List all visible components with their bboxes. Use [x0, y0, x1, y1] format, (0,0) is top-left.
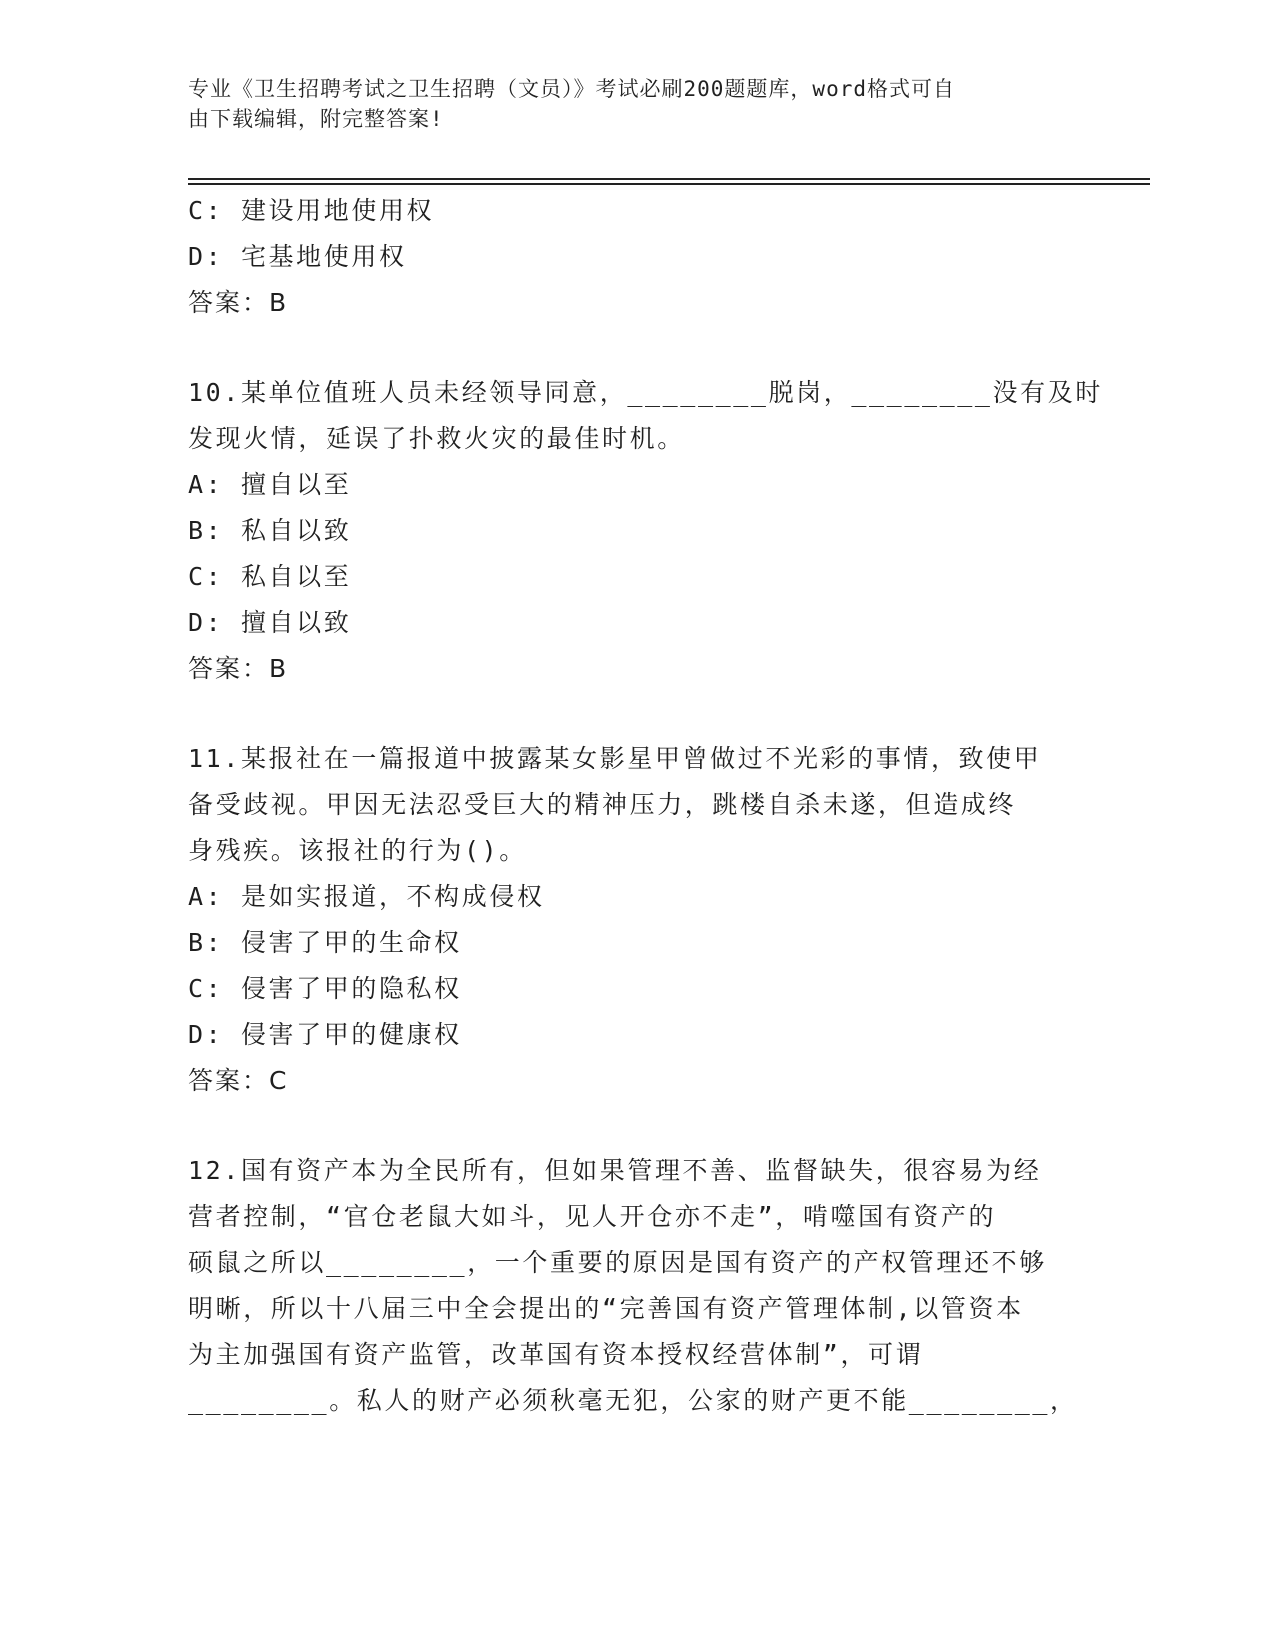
question-spacer	[188, 692, 1088, 736]
answer-label: 答案：	[188, 654, 270, 683]
option-d: D: 擅自以致	[188, 608, 352, 637]
question-stem-line: 明晰，所以十八届三中全会提出的“完善国有资产管理体制,以管资本	[188, 1294, 1024, 1323]
answer-value: B	[269, 654, 288, 683]
option-b: B: 私自以致	[188, 516, 352, 545]
question-stem-line: 营者控制，“官仓老鼠大如斗，见人开仓亦不走”，啃噬国有资产的	[188, 1202, 997, 1231]
answer-line	[188, 646, 1088, 692]
question-spacer	[188, 326, 1088, 370]
question-spacer	[188, 1104, 1088, 1148]
question-stem-line: 发现火情，延误了扑救火灾的最佳时机。	[188, 424, 685, 453]
header-divider-bottom	[188, 183, 1150, 185]
question-10	[188, 370, 1103, 692]
answer-label: 答案：	[188, 1066, 270, 1095]
question-stem-line: 为主加强国有资产监管，改革国有资本授权经营体制”，可谓	[188, 1340, 924, 1369]
header-divider-top	[188, 178, 1150, 180]
question-stem-line: 身残疾。该报社的行为()。	[188, 836, 527, 865]
question-11	[188, 736, 1088, 1104]
answer-line	[188, 1058, 1088, 1104]
question-stem-line: 11.某报社在一篇报道中披露某女影星甲曾做过不光彩的事情，致使甲	[188, 744, 1042, 773]
option-a: A: 是如实报道，不构成侵权	[188, 882, 545, 911]
answer-value: C	[269, 1066, 288, 1095]
option-c: C: 侵害了甲的隐私权	[188, 974, 462, 1003]
answer-label: 答案：	[188, 288, 270, 317]
question-stem-line: 硕鼠之所以________，一个重要的原因是国有资产的产权管理还不够	[188, 1248, 1047, 1277]
option-b: B: 侵害了甲的生命权	[188, 928, 462, 957]
option-c: C: 私自以至	[188, 562, 352, 591]
page-header	[188, 74, 1068, 134]
question-stem-line: 10.某单位值班人员未经领导同意，________脱岗，________没有及时	[188, 378, 1103, 407]
question-stem-line: ________。私人的财产必须秋毫无犯，公家的财产更不能________，	[188, 1386, 1078, 1415]
answer-line	[188, 280, 1088, 326]
question-stem-line: 备受歧视。甲因无法忍受巨大的精神压力，跳楼自杀未遂，但造成终	[188, 790, 1017, 819]
question-12	[188, 1148, 1088, 1424]
option-d: D: 宅基地使用权	[188, 242, 407, 271]
option-a: A: 擅自以至	[188, 470, 352, 499]
question-9-continuation	[188, 188, 1088, 326]
document-body	[188, 188, 1103, 1424]
answer-value: B	[269, 288, 288, 317]
option-d: D: 侵害了甲的健康权	[188, 1020, 462, 1049]
header-line-1: 专业《卫生招聘考试之卫生招聘（文员）》考试必刷200题题库，word格式可自	[188, 77, 955, 101]
header-line-2: 由下载编辑，附完整答案!	[188, 107, 444, 131]
question-stem-line: 12.国有资产本为全民所有，但如果管理不善、监督缺失，很容易为经	[188, 1156, 1042, 1185]
option-c: C: 建设用地使用权	[188, 196, 435, 225]
